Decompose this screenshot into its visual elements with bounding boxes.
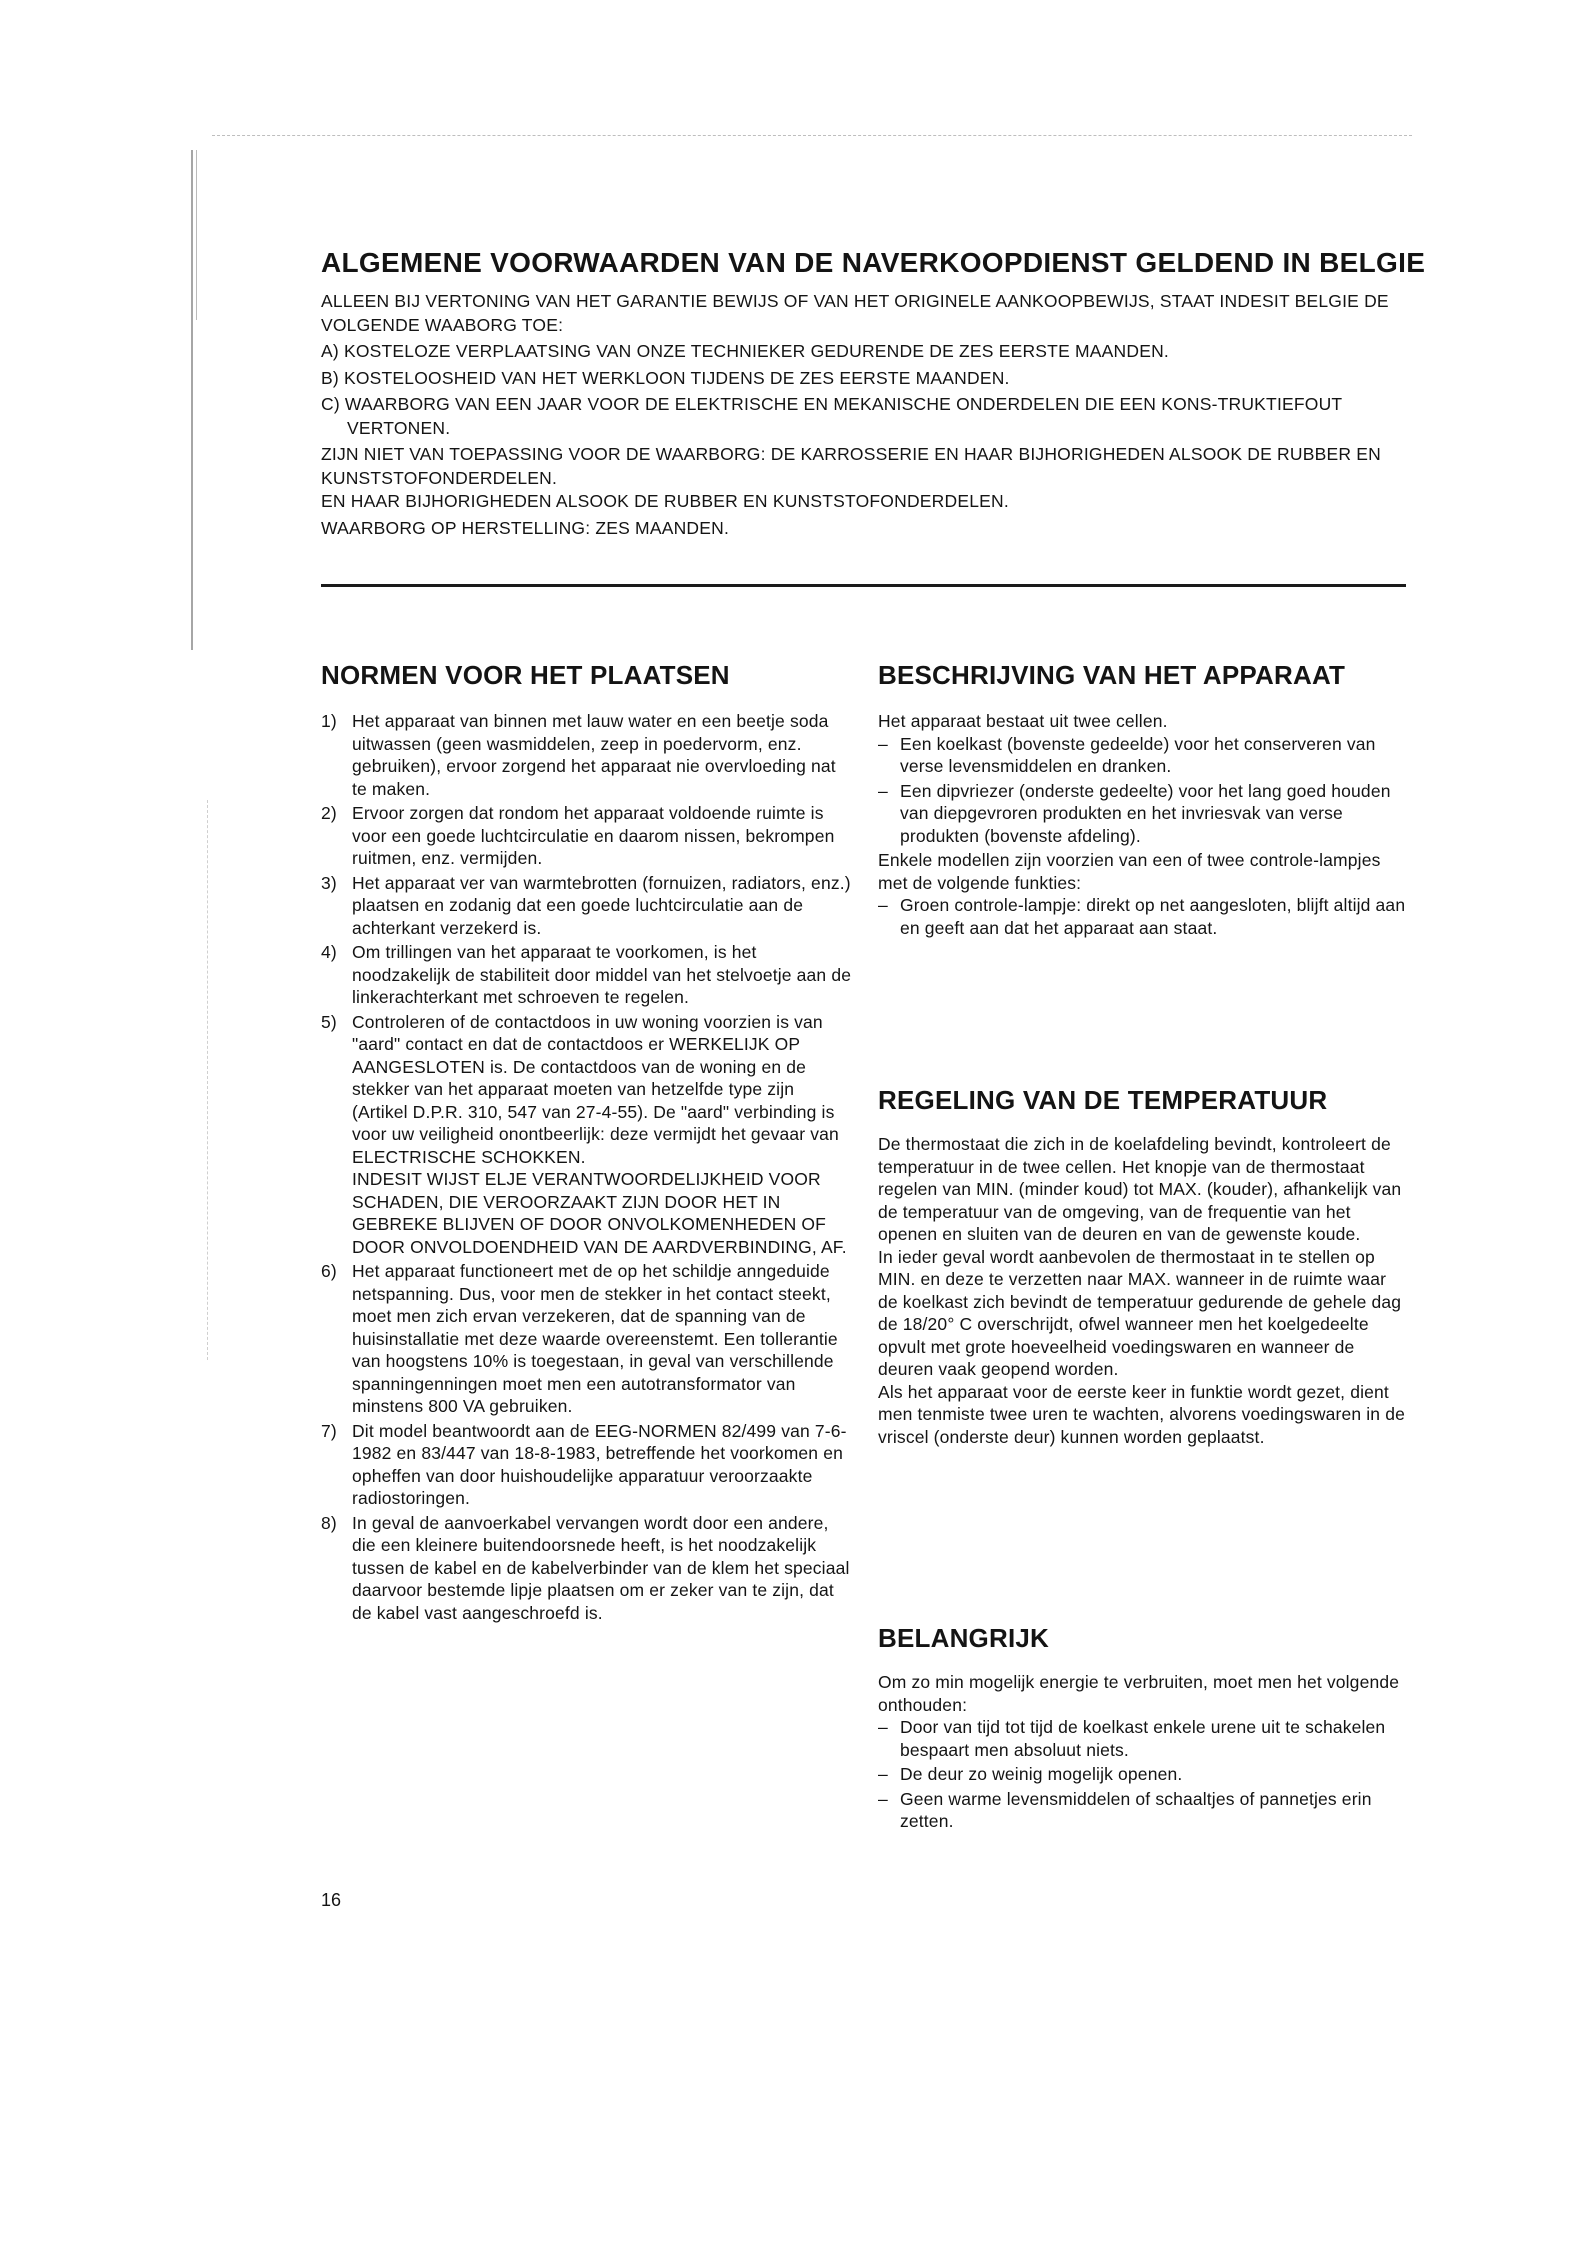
page-title: ALGEMENE VOORWAARDEN VAN DE NAVERKOOPDIENST GELDEND IN BELGIE [321,247,1426,278]
list-item-text: Een dipvriezer (onderste gedeelte) voor het lang goed houden van diepgevroren produkten en het invriesvak van verse produkten (bovenste afdeling). [900,780,1391,846]
warranty-exclusions: ZIJN NIET VAN TOEPASSING VOOR DE WAARBORG: DE KARROSSERIE EN HAAR BIJHORIGHEDEN ALSOOK DE RUBBER EN KUNSTSTOFONDERDELEN. [321,444,1381,488]
list-item-text: Een koelkast (bovenste gedeelde) voor het conserveren van verse levensmiddelen en dranken. [900,733,1376,776]
normen-section [321,710,853,1626]
regeling-section [878,1133,1408,1448]
list-item [321,1011,853,1259]
list-item-text: Controleren of de contactdoos in uw woning voorzien is van "aard" contact en dat de contactdoos er WERKELIJK OP AANGESLOTEN is. De contactdoos van de woning en de stekker van het apparaat moeten van hetzelfde type zijn (Artikel D.P.R. 310, 547 van 27-4-55). De "aard" verbinding is voor uw veiligheid onontbeerlijk: deze vermijdt het gevaar van ELECTRISCHE SCHOKKEN. [352,1011,839,1167]
dash-bullet: – [878,1717,888,1737]
list-item-text: Ervoor zorgen dat rondom het apparaat voldoende ruimte is voor een goede luchtcirculatie en daarom nissen, bekrompen ruitmen, enz. vermijden. [352,803,835,868]
list-item [321,1512,853,1625]
beschrijving-intro: Het apparaat bestaat uit twee cellen. [878,711,1168,731]
dash-bullet: – [878,1764,888,1784]
list-item-text: Groen controle-lampje: direkt op net aangesloten, blijft altijd aan en geeft aan dat het apparaat aan staat. [900,895,1406,938]
list-item [878,1763,1408,1786]
warranty-item-c: C) WAARBORG VAN EEN JAAR VOOR DE ELEKTRISCHE EN MEKANISCHE ONDERDELEN DIE EEN KONS-TRUKTIEFOUT VERTONEN. [321,394,1342,438]
warranty-intro [321,290,1411,540]
belangrijk-section [878,1671,1408,1835]
beschrijving-paragraph: Enkele modellen zijn voorzien van een of twee controle-lampjes met de volgende funkties: [878,850,1381,893]
scan-edge-left-inner [196,150,197,320]
list-item [321,1260,853,1418]
list-item [878,1716,1408,1761]
belangrijk-intro: Om zo min mogelijk energie te verbruiten, moet men het volgende onthouden: [878,1672,1400,1715]
dash-bullet: – [878,895,888,915]
list-item-text: Geen warme levensmiddelen of schaaltjes of pannetjes erin zetten. [900,1788,1372,1831]
belangrijk-list [878,1716,1408,1833]
beschrijving-section [878,710,1408,941]
list-item-text: Dit model beantwoordt aan de EEG-NORMEN 82/499 van 7-6-1982 en 83/447 van 18-8-1983, betreffende het voorkomen en opheffen van door huishoudelijke apparatuur veroorzaakte radiostoringen. [352,1420,847,1508]
list-item-number: 3) [321,872,337,893]
list-item-number: 5) [321,1011,337,1032]
list-item [321,710,853,800]
list-item-text: Het apparaat ver van warmtebrotten (fornuizen, radiators, enz.) plaatsen en zodanig dat een goede luchtcirculatie aan de achterkant verzekerd is. [352,872,851,938]
scan-edge-left-lower [207,800,209,1360]
warranty-exclusions-repeat: EN HAAR BIJHORIGHEDEN ALSOOK DE RUBBER EN KUNSTSTOFONDERDELEN. [321,491,1009,511]
warranty-item-a: A) KOSTELOZE VERPLAATSING VAN ONZE TECHNIEKER GEDURENDE DE ZES EERSTE MAANDEN. [321,341,1169,361]
regeling-heading: REGELING VAN DE TEMPERATUUR [878,1085,1328,1115]
list-item-text: In geval de aanvoerkabel vervangen wordt door een andere, die een kleinere buitendoorsnede heeft, is het noodzakelijk tussen de kabel en de kabelverbinder van de klem het speciaal daarvoor bestemde lipje plaatsen om er zeker van te zijn, dat de kabel vast aangeschroefd is. [352,1512,850,1623]
dash-bullet: – [878,1788,888,1809]
list-item-number: 1) [321,711,337,731]
dash-bullet: – [878,733,888,754]
regeling-paragraph: Als het apparaat voor de eerste keer in funktie wordt gezet, dient men tenmiste twee uren te wachten, alvorens voedingswaren in de vriscel (onderste deur) kunnen worden geplaatst. [878,1381,1405,1447]
list-item [321,1420,853,1510]
list-item-text-warning: INDESIT WIJST ELJE VERANTWOORDELIJKHEID VOOR SCHADEN, DIE VEROORZAAKT ZIJN DOOR HET IN GEBREKE BLIJVEN OF DOOR ONVOLKOMENHEDEN OF DOOR ONVOLDOENDHEID VAN DE AARDVERBINDING, AF. [352,1169,847,1257]
list-item-text: Het apparaat functioneert met de op het schildje anngeduide netspanning. Dus, voor men de stekker in het contact steekt, moet men zich ervan verzekeren, dat de spanning van de huisinstallatie met deze waarde overeenstemt. Een tollerantie van hoogstens 10% is toegestaan, in geval van verschillende spanningenningen moet men een autotransformator van minstens 800 VA gebruiken. [352,1261,838,1416]
list-item [878,780,1408,848]
list-item-number: 8) [321,1512,337,1533]
list-item [878,733,1408,778]
list-item-number: 4) [321,942,337,962]
list-item-number: 7) [321,1420,337,1441]
list-item [321,872,853,940]
beschrijving-lamp-list [878,894,1408,939]
scan-edge-left [191,150,193,650]
section-divider [321,584,1406,587]
list-item-text: De deur zo weinig mogelijk openen. [900,1764,1183,1784]
list-item-text: Om trillingen van het apparaat te voorkomen, is het noodzakelijk de stabiliteit door middel van het stelvoetje aan de linkerachterkant met schroeven te regelen. [352,942,852,1007]
scan-edge-top [212,135,1412,136]
list-item-text: Het apparaat van binnen met lauw water en een beetje soda uitwassen (geen wasmiddelen, zeep in poedervorm, enz. gebruiken), ervoor zorgend het apparaat nie overvloeding nat te maken. [352,711,836,799]
regeling-paragraph: In ieder geval wordt aanbevolen de thermostaat in te stellen op MIN. en deze te verzetten naar MAX. wanneer in de ruimte waar de koelkast zich bevindt de temperatuur gedurende de gehele dag de 18/20° C overschrijdt, ofwel wanneer men het koelgedeelte opvult met grote hoeveelheid voedingswaren en wanneer de deuren vaak geopend worden. [878,1246,1402,1379]
list-item-text: Door van tijd tot tijd de koelkast enkele urene uit te schakelen bespaart men absoluut niets. [900,1717,1386,1760]
beschrijving-list [878,733,1408,848]
regeling-paragraph: De thermostaat die zich in de koelafdeling bevindt, kontroleert de temperatuur in de twee cellen. Het knopje van de thermostaat regelen van MIN. (minder koud) tot MAX. (kouder), afhankelijk van de temperatuur van de omgeving, van de frequentie van het openen en sluiten van de deuren en van de gewenste koude. [878,1134,1402,1244]
list-item-number: 6) [321,1261,337,1281]
list-item [321,802,853,870]
normen-list [321,710,853,1624]
warranty-repair: WAARBORG OP HERSTELLING: ZES MAANDEN. [321,517,730,538]
list-item [321,941,853,1009]
list-item [878,1788,1408,1833]
list-item-number: 2) [321,803,337,823]
belangrijk-heading: BELANGRIJK [878,1623,1050,1653]
beschrijving-heading: BESCHRIJVING VAN HET APPARAAT [878,660,1346,690]
warranty-item-b: B) KOSTELOOSHEID VAN HET WERKLOON TIJDENS DE ZES EERSTE MAANDEN. [321,367,1010,388]
normen-heading: NORMEN VOOR HET PLAATSEN [321,660,730,690]
warranty-paragraph: ALLEEN BIJ VERTONING VAN HET GARANTIE BEWIJS OF VAN HET ORIGINELE AANKOOPBEWIJS, STAAT INDESIT BELGIE DE VOLGENDE WAABORG TOE: [321,291,1389,335]
page-number: 16 [321,1890,342,1910]
dash-bullet: – [878,780,888,801]
list-item [878,894,1408,939]
